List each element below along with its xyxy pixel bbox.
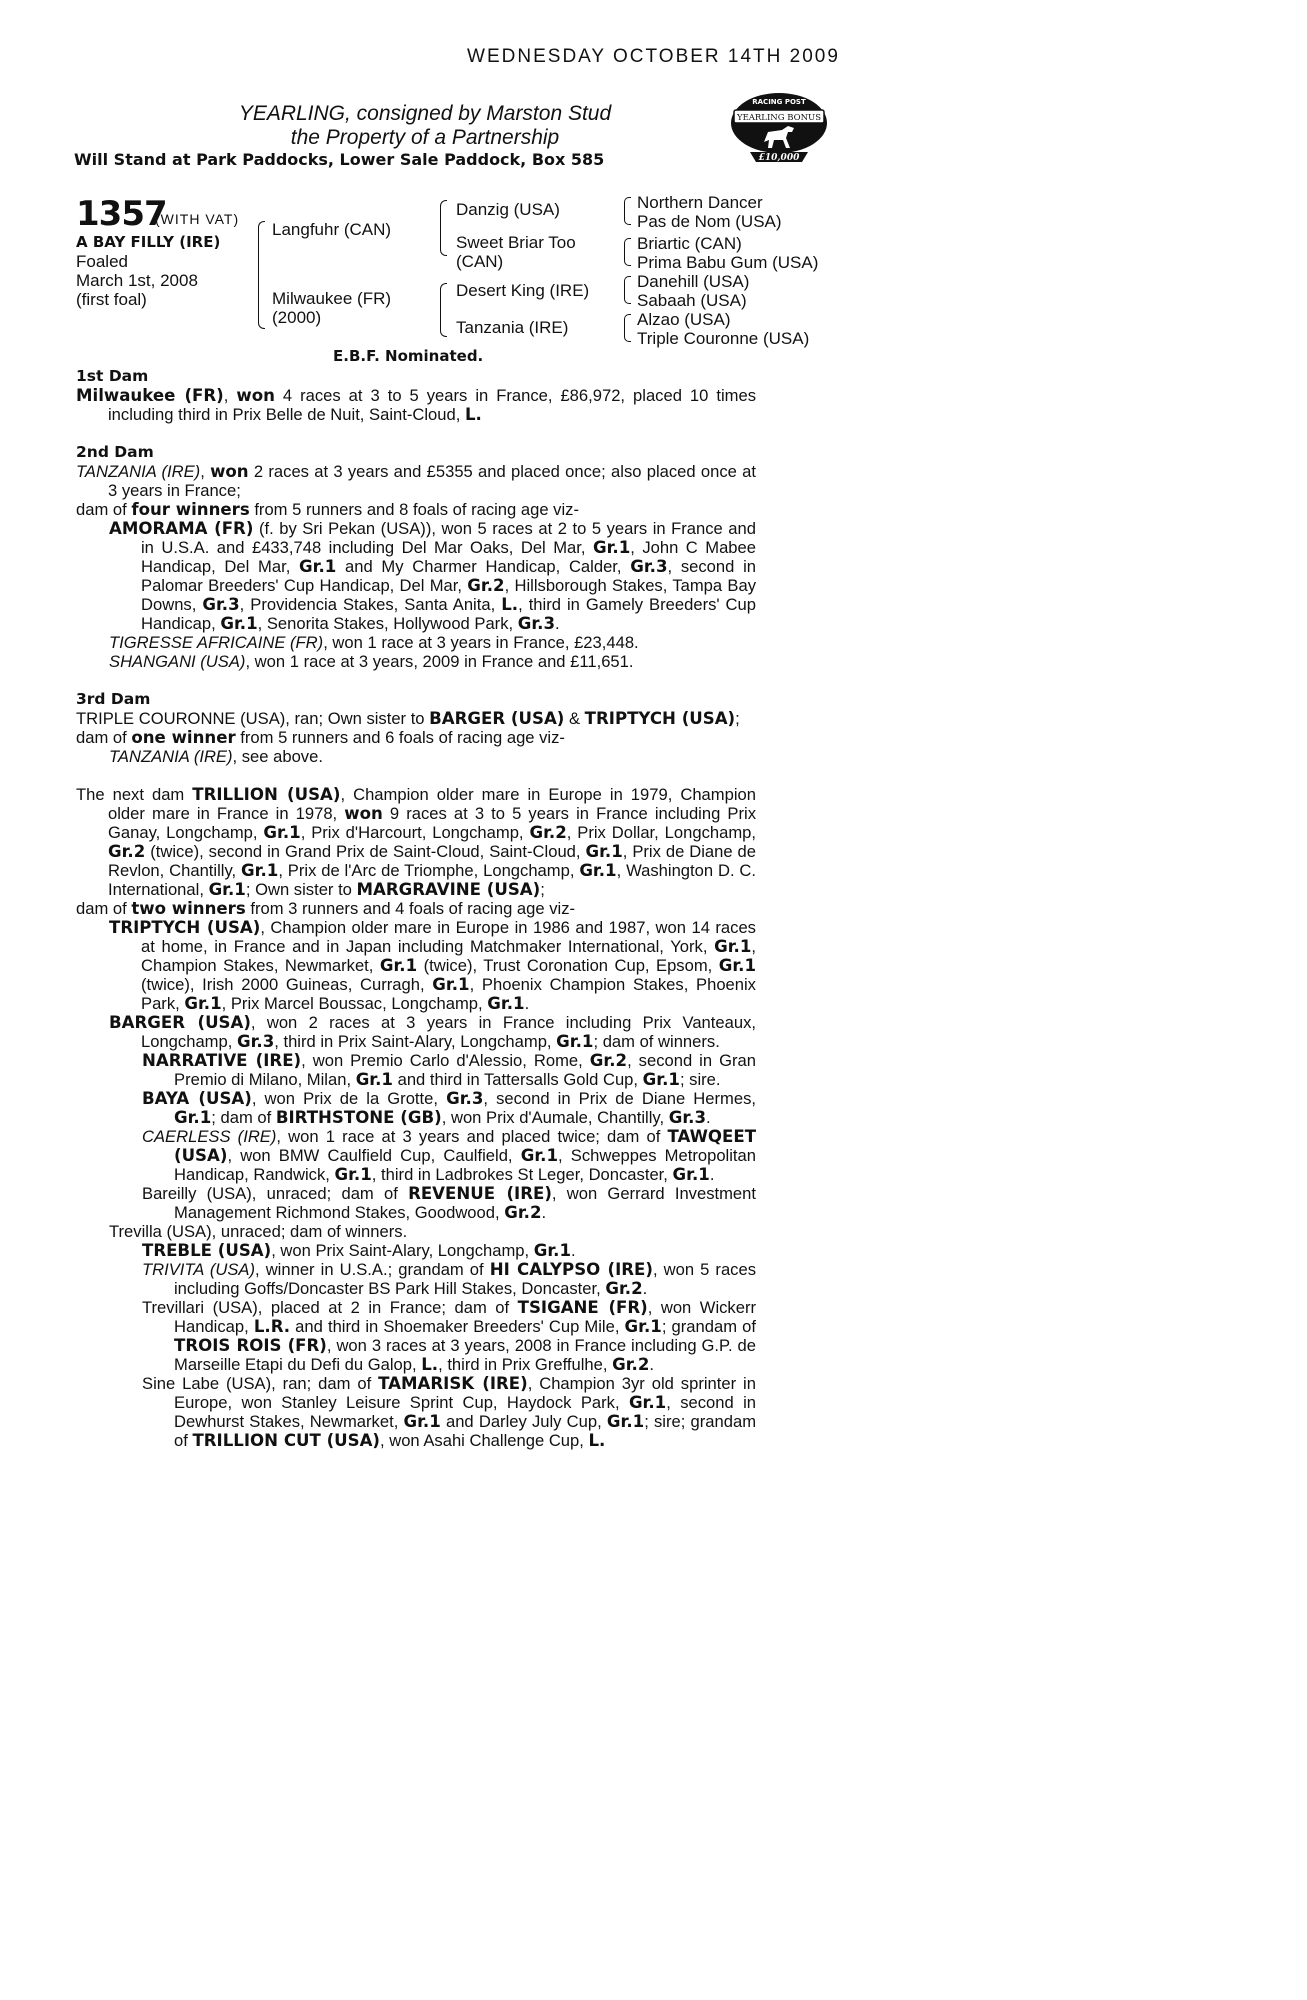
pedigree-brace-main <box>258 221 265 329</box>
third-dam-entry: TRIPLE COURONNE (USA), ran; Own sister to BARGER (USA) & TRIPTYCH (USA); <box>76 709 740 728</box>
produce-barger: BARGER (USA), won 2 races at 3 years in France including Prix Vanteaux, Longchamp, Gr.3, third in Prix Saint-Alary, Longchamp, Gr.1; dam of winners. <box>109 1013 756 1051</box>
sire-dam-2: (CAN) <box>456 252 504 271</box>
vat-note: (WITH VAT) <box>155 211 240 227</box>
dam-name: Milwaukee (FR) <box>272 289 392 308</box>
second-dam-produce: dam of four winners from 5 runners and 8 foals of racing age viz- <box>76 500 579 519</box>
gg-1: Northern Dancer <box>637 193 763 212</box>
consignor-line: YEARLING, consigned by Marston Stud <box>238 102 612 125</box>
gg-2: Pas de Nom (USA) <box>637 212 782 231</box>
produce-treble: TREBLE (USA), won Prix Saint-Alary, Longchamp, Gr.1. <box>142 1241 576 1260</box>
next-dam-entry: The next dam TRILLION (USA), Champion older mare in Europe in 1979, Champion older mare in France in 1978, won 9 races at 3 to 5 years in France including Prix Ganay, Longchamp, Gr.1, Prix d'Harcourt, Longchamp, Gr.2, Prix Dollar, Longchamp, Gr.2 (twice), second in Grand Prix de Saint-Cloud, Saint-Cloud, Gr.1, Prix de Diane de Revlon, Chantilly, Gr.1, Prix de l'Arc de Triomphe, Longchamp, Gr.1, Washington D. C. International, Gr.1; Own sister to MARGRAVINE (USA); <box>76 785 757 899</box>
gg-7: Alzao (USA) <box>637 310 731 329</box>
sire-name: Langfuhr (CAN) <box>272 220 392 239</box>
badge-amount: £10,000 <box>758 153 800 163</box>
pedigree-brace-4 <box>624 314 631 342</box>
third-dam-heading: 3rd Dam <box>76 690 151 708</box>
dam-sire: Desert King (IRE) <box>456 281 590 300</box>
produce-trevilla: Trevilla (USA), unraced; dam of winners. <box>109 1222 408 1241</box>
dam-dam: Tanzania (IRE) <box>456 318 569 337</box>
produce-shangani: SHANGANI (USA), won 1 race at 3 years, 2009 in France and £11,651. <box>109 652 634 671</box>
consignor-block <box>170 102 680 150</box>
produce-sine-labe: Sine Labe (USA), ran; dam of TAMARISK (IRE), Champion 3yr old sprinter in Europe, won Stanley Leisure Sprint Cup, Haydock Park, Gr.1, second in Dewhurst Stakes, Newmarket, Gr.1 and Darley July Cup, Gr.1; sire; grandam of TRILLION CUT (USA), won Asahi Challenge Cup, L. <box>142 1374 757 1450</box>
stand-location: Will Stand at Park Paddocks, Lower Sale Paddock, Box 585 <box>74 150 605 169</box>
lot-name: A BAY FILLY (IRE) <box>76 233 221 251</box>
pedigree-brace-2 <box>624 238 631 266</box>
produce-triptych: TRIPTYCH (USA), Champion older mare in Europe in 1986 and 1987, won 14 races at home, in France and in Japan including Matchmaker International, York, Gr.1, Champion Stakes, Newmarket, Gr.1 (twice), Trust Coronation Cup, Epsom, Gr.1 (twice), Irish 2000 Guineas, Curragh, Gr.1, Phoenix Champion Stakes, Phoenix Park, Gr.1, Prix Marcel Boussac, Longchamp, Gr.1. <box>109 918 757 1013</box>
foal-note: (first foal) <box>76 290 147 309</box>
produce-tanzania: TANZANIA (IRE), see above. <box>109 747 323 766</box>
third-dam-produce: dam of one winner from 5 runners and 6 foals of racing age viz- <box>76 728 565 747</box>
sale-date: WEDNESDAY OCTOBER 14TH 2009 <box>467 46 840 67</box>
gg-8: Triple Couronne (USA) <box>637 329 810 348</box>
sire-sire: Danzig (USA) <box>456 200 560 219</box>
dam-year: (2000) <box>272 308 322 327</box>
badge-middle-text: YEARLING BONUS <box>736 113 822 123</box>
yearling-bonus-badge <box>728 90 830 168</box>
gg-4: Prima Babu Gum (USA) <box>637 253 819 272</box>
produce-tigresse: TIGRESSE AFRICAINE (FR), won 1 race at 3 years in France, £23,448. <box>109 633 639 652</box>
foaled-label: Foaled <box>76 252 128 271</box>
next-dam-produce: dam of two winners from 3 runners and 4 foals of racing age viz- <box>76 899 576 918</box>
second-dam-heading: 2nd Dam <box>76 443 154 461</box>
produce-narrative: NARRATIVE (IRE), won Premio Carlo d'Alessio, Rome, Gr.2, second in Gran Premio di Milano, Milan, Gr.1 and third in Tattersalls Gold Cup, Gr.1; sire. <box>142 1051 756 1089</box>
first-dam-entry: Milwaukee (FR), won 4 races at 3 to 5 years in France, £86,972, placed 10 times including third in Prix Belle de Nuit, Saint-Cloud, L. <box>76 386 756 424</box>
produce-baya: BAYA (USA), won Prix de la Grotte, Gr.3, second in Prix de Diane Hermes, Gr.1; dam of BIRTHSTONE (GB), won Prix d'Aumale, Chantilly, Gr.3. <box>142 1089 756 1127</box>
produce-trivita: TRIVITA (USA), winner in U.S.A.; grandam of HI CALYPSO (IRE), won 5 races including Goffs/Doncaster BS Park Hill Stakes, Doncaster, Gr.2. <box>142 1260 757 1298</box>
pedigree-brace-dam <box>440 283 447 337</box>
first-dam-heading: 1st Dam <box>76 367 149 385</box>
property-line: the Property of a Partnership <box>290 126 560 149</box>
sire-dam-1: Sweet Briar Too <box>456 233 576 252</box>
second-dam-entry: TANZANIA (IRE), won 2 races at 3 years and £5355 and placed once; also placed once at 3 years in France; <box>76 462 756 500</box>
foaled-date: March 1st, 2008 <box>76 271 198 290</box>
gg-5: Danehill (USA) <box>637 272 750 291</box>
pedigree-brace-1 <box>624 197 631 225</box>
produce-trevillari: Trevillari (USA), placed at 2 in France; dam of TSIGANE (FR), won Wickerr Handicap, L.R. and third in Shoemaker Breeders' Cup Mile, Gr.1; grandam of TROIS ROIS (FR), won 3 races at 3 years, 2008 in France including G.P. de Marseille Etapi du Defi du Galop, L., third in Prix Greffulhe, Gr.2. <box>142 1298 757 1374</box>
produce-bareilly: Bareilly (USA), unraced; dam of REVENUE (IRE), won Gerrard Investment Management Richmond Stakes, Goodwood, Gr.2. <box>142 1184 756 1222</box>
gg-3: Briartic (CAN) <box>637 234 742 253</box>
ebf-nominated: E.B.F. Nominated. <box>333 347 484 365</box>
produce-caerless: CAERLESS (IRE), won 1 race at 3 years and placed twice; dam of TAWQEET (USA), won BMW Caulfield Cup, Caulfield, Gr.1, Schweppes Metropolitan Handicap, Randwick, Gr.1, third in Ladbrokes St Leger, Doncaster, Gr.1. <box>142 1127 757 1184</box>
produce-amorama: AMORAMA (FR) (f. by Sri Pekan (USA)), won 5 races at 2 to 5 years in France and in U.S.A. and £433,748 including Del Mar Oaks, Del Mar, Gr.1, John C Mabee Handicap, Del Mar, Gr.1 and My Charmer Handicap, Calder, Gr.3, second in Palomar Breeders' Cup Handicap, Del Mar, Gr.2, Hillsborough Stakes, Tampa Bay Downs, Gr.3, Providencia Stakes, Santa Anita, L., third in Gamely Breeders' Cup Handicap, Gr.1, Senorita Stakes, Hollywood Park, Gr.3. <box>109 519 756 633</box>
catalogue-body <box>76 367 756 1450</box>
badge-top-text: RACING POST <box>752 98 806 106</box>
pedigree-brace-sire <box>440 200 447 256</box>
pedigree-brace-3 <box>624 276 631 304</box>
lot-number: 1357 <box>76 194 167 234</box>
gg-6: Sabaah (USA) <box>637 291 747 310</box>
